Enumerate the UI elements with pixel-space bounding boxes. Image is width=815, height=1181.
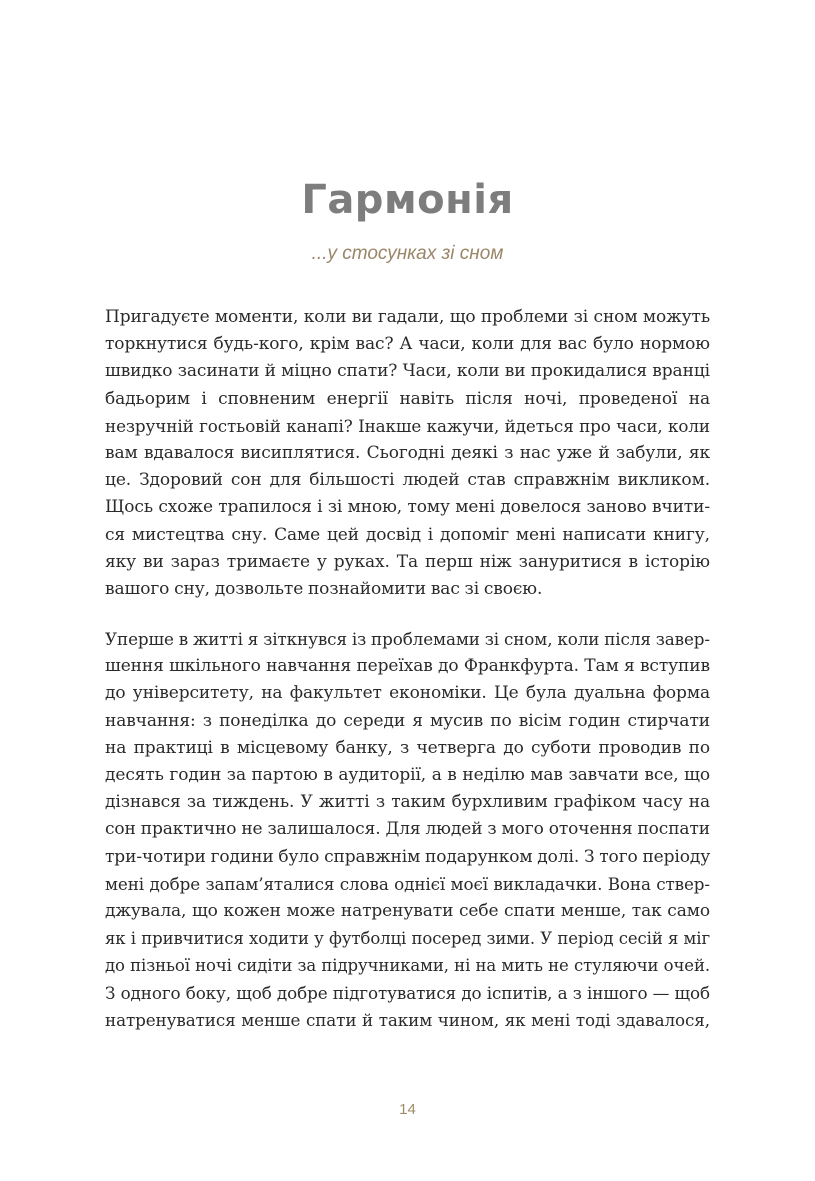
text-line: торкнутися будь-кого, крім вас? А часи, коли для вас було нормою	[105, 334, 710, 355]
text-line: до пізньої ночі сидіти за підручниками, ні на мить не стуляючи очей.	[105, 956, 710, 976]
text-line: сон практично не залишалося. Для людей з мого оточення поспати	[105, 819, 710, 840]
text-line: швидко засинати й міцно спати? Часи, коли ви прокидалися вранці	[105, 361, 710, 382]
text-line: незручній гостьовій канапі? Інакше кажучи, йдеться про часи, коли	[105, 415, 710, 436]
text-line: шення шкільного навчання переїхав до Франкфурта. Там я вступив	[105, 656, 710, 677]
text-line: Пригадуєте моменти, коли ви гадали, що проблеми зі сном можуть	[105, 307, 710, 327]
text-line: вам вдавалося висиплятися. Сьогодні деякі з нас уже й забули, як	[105, 443, 710, 464]
text-line: як і привчитися ходити у футболці посеред зими. У період сесій я міг	[105, 929, 710, 949]
text-line: бадьорим і сповненим енергії навіть після ночі, проведеної на	[105, 388, 710, 409]
text-line: яку ви зараз тримаєте у руках. Та перш ніж зануритися в історію	[105, 551, 710, 572]
text-line: це. Здоровий сон для більшості людей став справжнім викликом.	[105, 470, 710, 491]
text-line: джувала, що кожен може натренувати себе спати менше, так само	[105, 901, 710, 922]
text-line: натренуватися менше спати й таким чином, як мені тоді здавалося,	[105, 1009, 710, 1030]
text-line: три-чотири години було справжнім подарунком долі. З того періоду	[105, 846, 711, 867]
text-line: Уперше в житті я зіткнувся із проблемами зі сном, коли після завер-	[105, 629, 710, 649]
text-line: Щось схоже трапилося і зі мною, тому мені довелося заново вчити-	[105, 497, 710, 518]
text-line: на практиці в місцевому банку, з четверга до суботи проводив по	[105, 737, 710, 758]
text-line: З одного боку, щоб добре підготуватися до іспитів, а з іншого — щоб	[105, 982, 710, 1003]
text-line: мені добре запам’яталися слова однієї моєї викладачки. Вона ствер-	[105, 873, 710, 894]
text-line: навчання: з понеділка до середи я мусив по вісім годин стирчати	[105, 710, 710, 731]
page-number: 14	[399, 1101, 416, 1118]
text-line: дізнався за тиждень. У житті з таким бурхливим графіком часу на	[105, 792, 710, 813]
chapter-subtitle: ...у стосунках зі сном	[311, 243, 504, 264]
paragraph-2	[105, 626, 710, 1034]
text-line: вашого сну, дозвольте познайомити вас зі своєю.	[105, 579, 543, 600]
text-line: до університету, на факультет економіки. Це була дуальна форма	[105, 683, 710, 704]
chapter-title: Гармонія	[301, 177, 514, 223]
paragraph-1	[105, 304, 710, 603]
text-line: ся мистецтва сну. Саме цей досвід і допоміг мені написати книгу,	[105, 524, 710, 545]
text-line: десять годин за партою в аудиторії, а в неділю мав завчати все, що	[105, 765, 710, 786]
